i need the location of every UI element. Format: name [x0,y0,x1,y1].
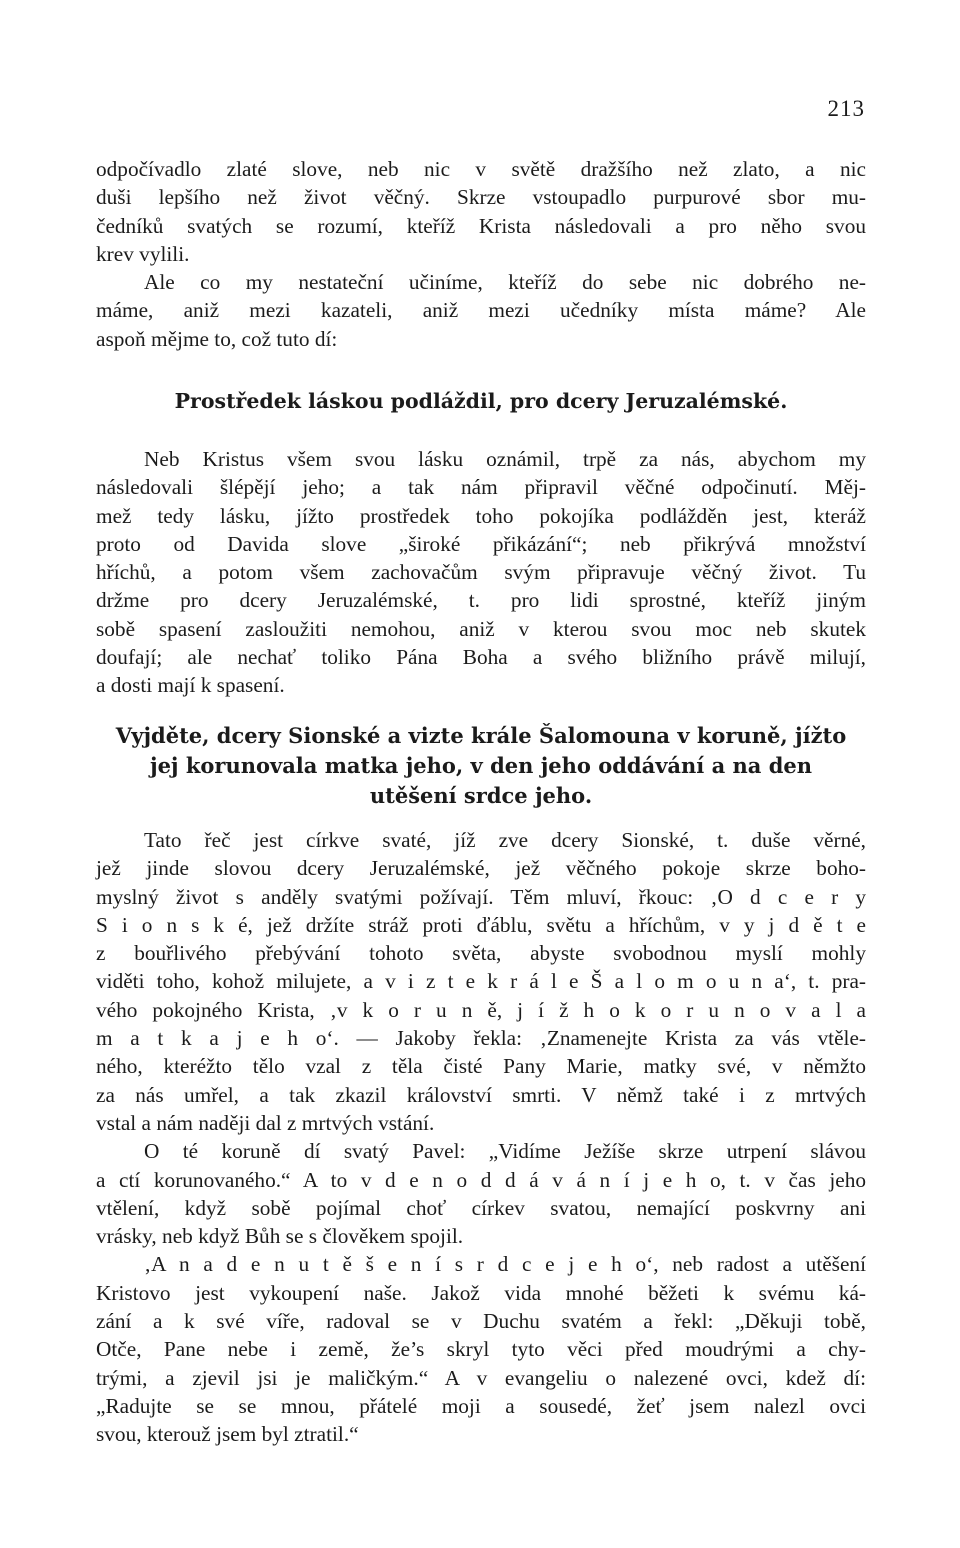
text-line: následovali šlépějí jeho; a tak nám připravil věčné odpočinutí. Měj- [96,475,866,500]
text-line: a dosti mají k spasení. [96,673,285,698]
text-line: aspoň mějme to, což tuto dí: [96,326,338,351]
paragraph-block-2 [96,445,866,700]
heading-line: Prostředek láskou podláždil, pro dcery Jeruzalémské. [174,389,788,413]
text-line: Otče, Pane nebe i země, že’s skryl tyto věci před moudrými a chy- [96,1337,866,1362]
text-line: za nás umřel, a tak zkazil království smrti. V němž také i z mrtvých [96,1082,866,1107]
text-line: vého pokojného Krista, ‚v k o r u n ě, j í ž h o k o r u n o v a l a [96,997,866,1022]
text-line: ného, kteréžto tělo vzal z těla čisté Pany Marie, matky své, v němžto [96,1054,866,1079]
paragraph-block-1 [96,155,866,353]
section-heading-2 [96,721,866,811]
text-line: vtělení, když sobě pojímal choť církev svatou, nemající poskvrny ani [96,1195,866,1220]
heading-line: Vyjděte, dcery Sionské a vizte krále Šalomouna v koruně, jížto [115,723,847,748]
text-line: mež tedy lásku, jížto prostředek toho pokojíka podlážděn jest, kteráž [96,503,866,528]
text-line: Tato řeč jest církve svaté, jíž zve dcery Sionské, t. duše věrné, [144,828,866,852]
text-line: Kristovo jest vykoupení naše. Jakož vida mnohé běžeti k svému ká- [96,1280,866,1305]
text-line: proto od Davida slove „široké přikázání“; neb přikrývá množství [96,531,866,556]
text-line: ‚A n a d e n u t ě š e n í s r d c e j e h o‘, neb radost a utěšení [144,1252,866,1277]
text-line: čedníků svatých se rozumí, kteříž Krista následovali a pro něho svou [96,213,866,238]
text-line: „Radujte se se mnou, přátelé moji a sousedé, žeť jsem nalezl ovci [96,1393,866,1418]
text-line: trými, a zjevil jsi je maličkým.“ A v evangeliu o nalezené ovci, kdež dí: [96,1365,866,1390]
text-line: a ctí korunovaného.“ A to v d e n o d d á v á n í j e h o, t. v čas jeho [96,1167,866,1192]
text-line: odpočívadlo zlaté slove, neb nic v světě dražšího než zlato, a nic [96,157,866,181]
section-heading-1 [96,386,866,416]
text-line: Neb Kristus všem svou lásku oznámil, trpě za nás, abychom my [144,447,866,471]
text-line: zání a k své víře, radoval se v Duchu svatém a řekl: „Děkuji tobě, [96,1309,866,1334]
text-line: O té koruně dí svatý Pavel: „Vidíme Ježíše skrze utrpení slávou [144,1139,866,1164]
text-line: držme pro dcery Jeruzalémské, t. pro lidi sprostné, kteříž jiným [96,588,866,613]
text-line: sobě spasení zasloužiti nemohou, aniž v kterou svou moc neb skutek [96,616,866,641]
text-line: viděti toho, kohož milujete, a v i z t e k r á l e Š a l o m o u n a‘, t. pra- [96,969,866,994]
heading-line: utěšení srdce jeho. [369,783,593,808]
paragraph-block-3 [96,826,866,1449]
text-line: myslný život s anděly svatými požívají. Těm mluví, řkouc: ‚O d c e r y [96,884,866,909]
heading-line: jej korunovala matka jeho, v den jeho oddávání a na den [149,753,813,778]
text-line: S i o n s k é, jež držíte stráž proti ďáblu, světu a hříchům, v y j d ě t e [96,912,866,937]
text-line: duši lepšího než život věčný. Skrze vstoupadlo purpurové sbor mu- [96,185,866,210]
text-line: m a t k a j e h o‘. — Jakoby řekla: ‚Znamenejte Krista za vás vtěle- [96,1026,866,1051]
text-line: Ale co my nestateční učiníme, kteříž do sebe nic dobrého ne- [144,270,866,295]
text-line: máme, aniž mezi kazateli, aniž mezi učedníky místa máme? Ale [96,298,866,323]
text-line: z bouřlivého přebývání tohoto světa, abyste svobodnou myslí mohly [96,941,866,966]
text-line: jež jinde slovou dcery Jeruzalémské, jež věčného pokoje skrze boho- [96,856,866,881]
page-number: 213 [827,96,865,121]
text-line: doufají; ale nechať toliko Pána Boha a svého bližního právě milují, [96,645,866,670]
text-line: vstal a nám naději dal z mrtvých vstání. [96,1110,435,1135]
text-line: hříchů, a potom všem zachovačům svým připravuje věčný život. Tu [96,560,866,585]
text-line: krev vylili. [96,241,190,266]
text-line: vrásky, neb když Bůh se s člověkem spojil. [96,1224,464,1249]
text-line: svou, kterouž jsem byl ztratil.“ [96,1422,359,1447]
